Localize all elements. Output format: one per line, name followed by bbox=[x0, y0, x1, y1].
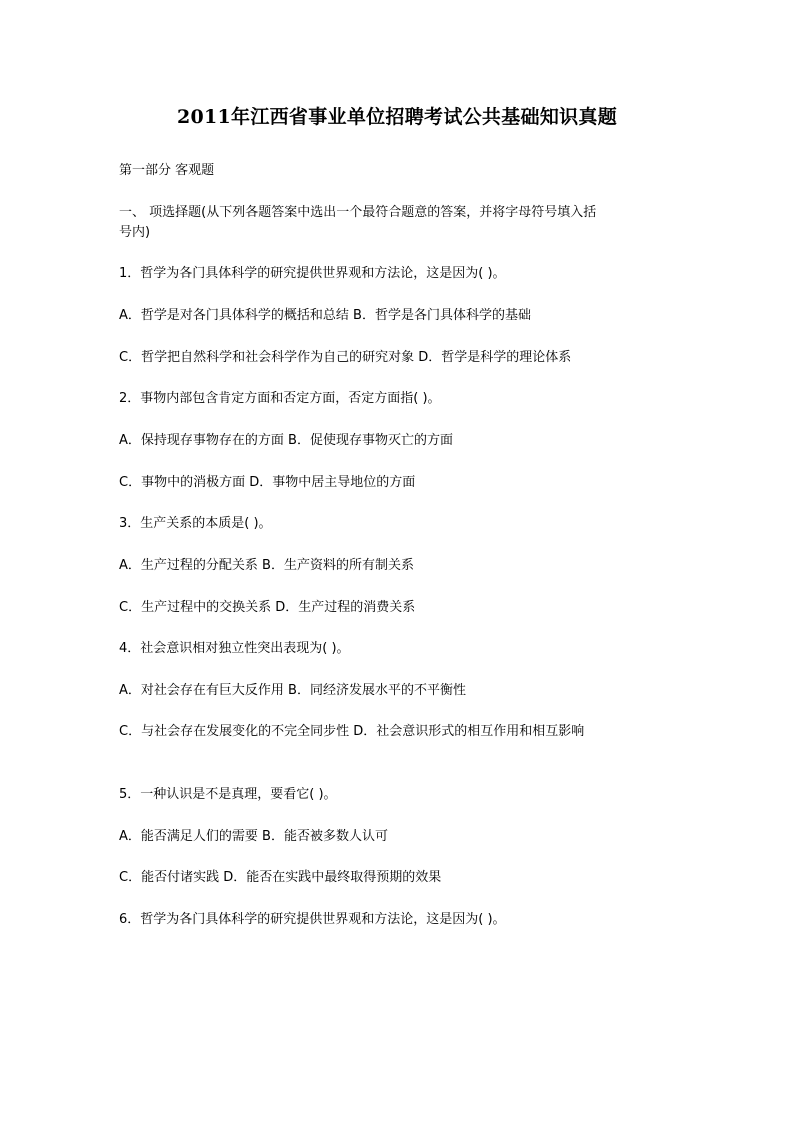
question-1-options-ab: A．哲学是对各门具体科学的概括和总结 B．哲学是各门具体科学的基础 bbox=[119, 308, 531, 323]
question-4-options-cd: C．与社会存在发展变化的不完全同步性 D．社会意识形式的相互作用和相互影响 bbox=[119, 724, 585, 739]
question-6-stem: 6．哲学为各门具体科学的研究提供世界观和方法论，这是因为( )。 bbox=[119, 912, 506, 927]
question-2-stem: 2．事物内部包含肯定方面和否定方面，否定方面指( )。 bbox=[119, 391, 441, 406]
section-intro: 一、 项选择题(从下列各题答案中选出一个最符合题意的答案，并将字母符号填入括号内) bbox=[119, 205, 597, 240]
question-3-stem: 3．生产关系的本质是( )。 bbox=[119, 516, 272, 531]
question-5-stem: 5．一种认识是不是真理，要看它( )。 bbox=[119, 787, 337, 802]
document-title: 2011年江西省事业单位招聘考试公共基础知识真题 bbox=[176, 106, 618, 128]
question-1-options-cd: C．哲学把自然科学和社会科学作为自己的研究对象 D．哲学是科学的理论体系 bbox=[119, 350, 572, 365]
question-4-options-ab: A．对社会存在有巨大反作用 B．同经济发展水平的不平衡性 bbox=[119, 683, 466, 698]
question-5-options-cd: C．能否付诸实践 D．能否在实践中最终取得预期的效果 bbox=[119, 870, 442, 885]
question-2-options-cd: C．事物中的消极方面 D．事物中居主导地位的方面 bbox=[119, 475, 416, 490]
question-5-options-ab: A．能否满足人们的需要 B．能否被多数人认可 bbox=[119, 829, 388, 844]
question-3-options-ab: A．生产过程的分配关系 B．生产资料的所有制关系 bbox=[119, 558, 414, 573]
question-4-stem: 4．社会意识相对独立性突出表现为( )。 bbox=[119, 641, 350, 656]
question-1-stem: 1．哲学为各门具体科学的研究提供世界观和方法论，这是因为( )。 bbox=[119, 266, 506, 281]
question-3-options-cd: C．生产过程中的交换关系 D．生产过程的消费关系 bbox=[119, 600, 416, 615]
question-2-options-ab: A．保持现存事物存在的方面 B．促使现存事物灭亡的方面 bbox=[119, 433, 453, 448]
part-heading: 第一部分 客观题 bbox=[119, 163, 215, 178]
